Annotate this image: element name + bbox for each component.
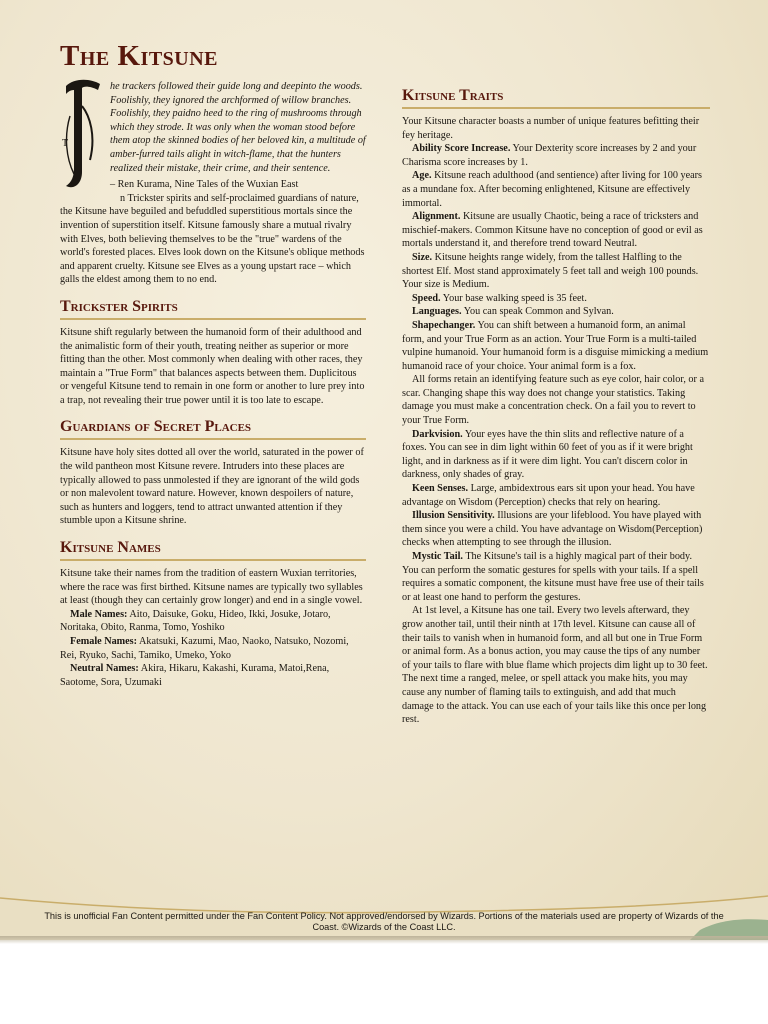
trait-shapechanger [402, 319, 710, 373]
heading-kitsune-traits: Kitsune Traits [402, 86, 710, 109]
left-column [60, 40, 366, 689]
trait-speed-label: Speed. [412, 292, 441, 304]
female-names-list: Akatsuki, Kazumi, Mao, Naoko, Natsuko, Nozomi, Rei, Ryuko, Sachi, Tamiko, Umeko, Yoko [60, 636, 349, 661]
trait-size-text: Kitsune heights range widely, from the tallest Halfling to the shortest Elf. Most stand approximately 5 feet tall and weigh 100 pounds. Your size is Medium. [402, 251, 699, 291]
trait-speed-text: Your base walking speed is 35 feet. [442, 292, 587, 304]
trait-alignment-text: Kitsune are usually Chaotic, being a race of tricksters and mischief-makers. Common Kitsune have no conception of good or evil as mortals understand it, and therefore trend toward Neutral. [402, 211, 703, 250]
right-column [402, 86, 710, 727]
trait-speed [402, 292, 710, 306]
heading-trickster-spirits: Trickster Spirits [60, 297, 366, 320]
page-shadow [0, 936, 768, 944]
trait-mystic-tail-2: At 1st level, a Kitsune has one tail. Every two levels afterward, they grow another tail, until their ninth at 17th level. Kitsune can cause all of their tails to vanish when in humanoid form, and all but one in True Form or animal form. As a bonus action, you may cause the tips of any number of your tails to flare with blue flame which projects dim light up to 30 feet. The next time a ranged, melee, or spell attack you make hits, you may cause any number of flaming tails to extinguish, and add that much damage to the attack. You can use each of your tails like this once per long rest. [402, 605, 708, 726]
trait-languages-label: Languages. [412, 306, 462, 318]
trait-illusion-label: Illusion Sensitivity. [412, 510, 495, 522]
trait-languages-text: You can speak Common and Sylvan. [463, 306, 614, 318]
trait-alignment [402, 210, 710, 251]
trait-darkvision-text: Your eyes have the thin slits and reflective nature of a foxes. You can see in dim light within 60 feet of you as if it were bright light, and in darkness as if it were dim light. You can't discern color in darkness, only shades of gray. [402, 428, 693, 481]
trait-shapechanger-2: All forms retain an identifying feature such as eye color, hair color, or a scar. Changing shape this way does not change your statistics. Taking damage you must make a concentration check. On a fail you to revert to your True Form. [402, 374, 704, 427]
female-names-label: Female Names: [70, 636, 138, 647]
trait-darkvision [402, 428, 710, 482]
guardians-body: Kitsune have holy sites dotted all over the world, saturated in the power of the wild pantheon most Kitsune revere. Intruders into these places are typically allowed to pass unmolested if they are ignorant of the wild gods or non malevolent toward nature. However, known despoilers of nature, such as hunters and loggers, tend to attract unwanted attention if they stumble upon a Kitsune shrine. [60, 447, 364, 527]
male-names [60, 608, 366, 635]
trait-mystic-tail-label: Mystic Tail. [412, 551, 463, 562]
female-names [60, 635, 366, 662]
trait-mystic-tail-text: The Kitsune's tail is a highly magical part of their body. You can perform the somatic gestures for spells with your tails. If a spell requires a somatic component, the kitsune must have free use of their tails or at least one hand to perform the gestures. [402, 551, 704, 603]
trait-keen-senses [402, 482, 710, 509]
trait-languages [402, 305, 710, 319]
trait-shapechanger-text: You can shift between a humanoid form, an animal form, and your True Form as an action. Your True Form is a multi-tailed vulpine humanoid. Your humanoid form is a disguise mimicking a medium humanoid race of your choice. Your animal form is a fox. [402, 319, 709, 372]
trait-illusion [402, 509, 710, 550]
neutral-names-list: Akira, Hikaru, Kakashi, Kurama, Matoi,Rena, Saotome, Sora, Uzumaki [60, 663, 330, 688]
dropcap-t-icon [60, 76, 104, 194]
names-body: Kitsune take their names from the tradition of eastern Wuxian territories, where the race was first birthed. Kitsune names are typically two syllables at least (though they can certainly grow longer) and end in a single vowel. [60, 568, 363, 607]
heading-kitsune-names: Kitsune Names [60, 538, 366, 561]
male-names-list: Aito, Daisuke, Goku, Hideo, Ikki, Josuke, Jotaro, Noritaka, Obito, Ranma, Tomo, Yoshiko [60, 608, 331, 634]
trait-size [402, 251, 710, 292]
trait-age-label: Age. [412, 170, 432, 182]
trait-ability-score-text: Your Dexterity score increases by 2 and your Charisma score increases by 1. [402, 143, 697, 168]
trait-shapechanger-label: Shapechanger. [412, 319, 476, 331]
trickster-body: Kitsune shift regularly between the humanoid form of their adulthood and the animalistic form of their youth, treating neither as superior or more fitting than the other. Most commonly when dealing with other races, they maintain a "True Form" that balances aspects between them. Duplicitous or vengeful Kitsune tend to remain in one form or another to lure prey into a trap, not revealing their true power until it is too late to escape. [60, 326, 365, 406]
quote-attribution: – Ren Kurama, Nine Tales of the Wuxian East [110, 179, 299, 191]
trait-darkvision-label: Darkvision. [412, 428, 463, 440]
neutral-names [60, 662, 366, 689]
traits-intro: Your Kitsune character boasts a number of unique features befitting their fey heritage. [402, 116, 700, 141]
svg-text:T: T [62, 138, 69, 149]
intro-quote-block [60, 80, 366, 175]
intro-quote-text: he trackers followed their guide long and deepinto the woods. Foolishly, they ignored the archformed of willow branches. Foolishly, they paidno heed to the ring of mushrooms through which they strode. It was only when the woman stood before them atop the skinned bodies of her beloved kin, a multitude of amber-furred tails alight in witch-flame, that the hunters realized their mistake, their crime, and their sentence. [110, 81, 366, 174]
trait-age-text: Kitsune reach adulthood (and sentience) after living for 100 years as a mundane fox. After becoming enlightened, Kitsune are effectively immortal. [402, 170, 702, 209]
trait-size-label: Size. [412, 251, 433, 263]
trait-alignment-label: Alignment. [412, 211, 461, 223]
trait-mystic-tail [402, 550, 710, 604]
trait-keen-senses-label: Keen Senses. [412, 483, 469, 495]
trait-ability-score [402, 142, 710, 169]
page-title: The Kitsune [60, 40, 219, 72]
male-names-label: Male Names: [70, 608, 128, 620]
trait-ability-score-label: Ability Score Increase. [412, 143, 511, 155]
footer-legal-text: This is unofficial Fan Content permitted under the Fan Content Policy. Not approved/endorsed by Wizards. Portions of the materials used are property of Wizards of the Coast. ©Wizards of the Coast LLC. [44, 911, 724, 932]
trait-age [402, 169, 710, 210]
trait-illusion-text: Illusions are your lifeblood. You have played with them since you were a child. You have advantage on Wisdom(Perception) checks when attempting to see through the illusion. [402, 510, 703, 549]
intro-body: n Trickster spirits and self-proclaimed guardians of nature, the Kitsune have beguiled and befuddled superstitious mortals since the invention of superstition itself. Kitsune famously share a mutual rivalry with Elves, both believing themselves to be the "true" wardens of the world's forested places. Elves look down on the Kitsune's oblique methods and apparent cruelty. Kitsune see Elves as a young upstart race – which galls the eldest among them to no end. [60, 192, 365, 286]
trait-keen-senses-text: Large, ambidextrous ears sit upon your head. You have advantage on Wisdom (Perception) checks that rely on hearing. [402, 483, 695, 508]
neutral-names-label: Neutral Names: [70, 663, 139, 675]
heading-guardians: Guardians of Secret Places [60, 417, 366, 440]
